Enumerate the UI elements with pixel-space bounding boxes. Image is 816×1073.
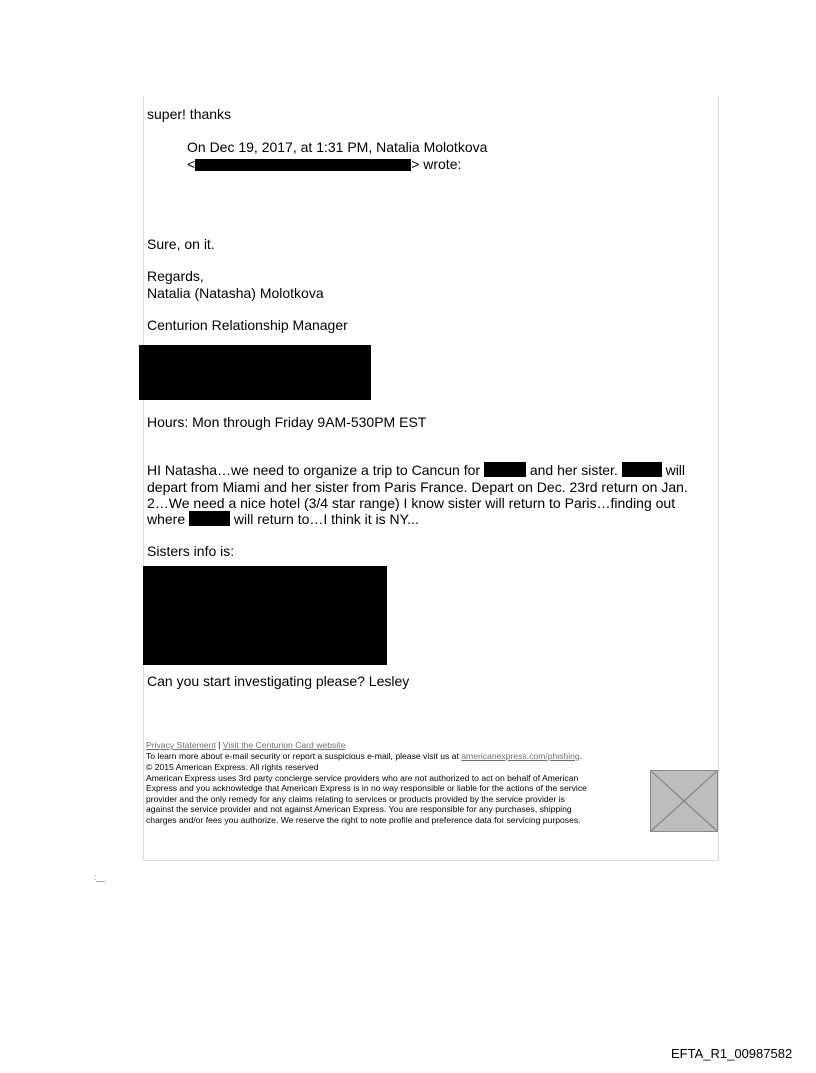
body-line1 bbox=[147, 462, 685, 478]
security-end: . bbox=[579, 751, 583, 761]
body-line4 bbox=[147, 511, 419, 527]
disclaimer-line: against the service provider and not against American Express. You are responsible for any purchases, shipping bbox=[146, 804, 572, 814]
redacted-name bbox=[484, 462, 526, 477]
disclaimer-line: American Express uses 3rd party concierge service providers who are not authorized to act on behalf of American bbox=[146, 773, 579, 783]
copyright: © 2015 American Express. All rights reserved bbox=[146, 762, 319, 772]
disclaimer-line: Express and you acknowledge that American Express is in no way responsible or liable for the actions of the service bbox=[146, 783, 587, 793]
closing-line: Can you start investigating please? Lesley bbox=[147, 673, 410, 689]
redacted-contact-block bbox=[139, 345, 371, 400]
signer-title: Centurion Relationship Manager bbox=[147, 317, 348, 333]
hours-line: Hours: Mon through Friday 9AM-530PM EST bbox=[147, 414, 427, 430]
redacted-name bbox=[189, 511, 230, 526]
redacted-name bbox=[622, 462, 662, 477]
disclaimer-line: charges and/or fees you authorize. We reserve the right to note profile and preference data for servicing purposes. bbox=[146, 815, 581, 825]
disclaimer-line: provider and the only remedy for any claims relating to services or products provided by the service provider is bbox=[146, 794, 565, 804]
page-id: EFTA_R1_00987582 bbox=[671, 1046, 793, 1061]
body-line1-a: HI Natasha…we need to organize a trip to Cancun for bbox=[147, 462, 481, 478]
quote-header-close: > wrote: bbox=[411, 156, 462, 172]
body-line1-c: will bbox=[665, 462, 686, 478]
sisters-info-label: Sisters info is: bbox=[147, 543, 235, 559]
privacy-statement-link[interactable]: Privacy Statement bbox=[146, 740, 216, 750]
stray-mark: :__ bbox=[94, 873, 106, 882]
link-separator: | bbox=[218, 740, 221, 750]
body-line2: depart from Miami and her sister from Paris France. Depart on Dec. 23rd return on Jan. bbox=[147, 479, 688, 495]
broken-image-icon bbox=[651, 771, 717, 831]
redacted-sister-info bbox=[143, 566, 387, 665]
security-text: To learn more about e-mail security or report a suspicious e-mail, please visit us at bbox=[146, 751, 459, 761]
body-line1-b: and her sister. bbox=[529, 462, 618, 478]
footer-links bbox=[146, 740, 345, 750]
reply-sure: Sure, on it. bbox=[147, 236, 215, 252]
body-line4-a: where bbox=[147, 511, 186, 527]
centurion-card-link[interactable]: Visit the Centurion Card website bbox=[222, 740, 346, 750]
signoff: Regards, bbox=[147, 268, 204, 284]
reply-line: super! thanks bbox=[147, 106, 232, 122]
body-line4-b: will return to…I think it is NY... bbox=[233, 511, 419, 527]
quote-header-line2 bbox=[187, 156, 461, 172]
body-line3: 2…We need a nice hotel (3/4 star range) I know sister will return to Paris…finding out bbox=[147, 495, 676, 511]
redacted-email bbox=[195, 159, 411, 171]
phishing-link[interactable]: americanexpress.com/phishing bbox=[461, 751, 580, 761]
quote-header-line1: On Dec 19, 2017, at 1:31 PM, Natalia Molotkova bbox=[187, 139, 488, 155]
security-line bbox=[146, 751, 582, 761]
broken-image-icon bbox=[650, 770, 718, 832]
signer-name: Natalia (Natasha) Molotkova bbox=[147, 285, 324, 301]
quote-header-open: < bbox=[187, 156, 196, 172]
